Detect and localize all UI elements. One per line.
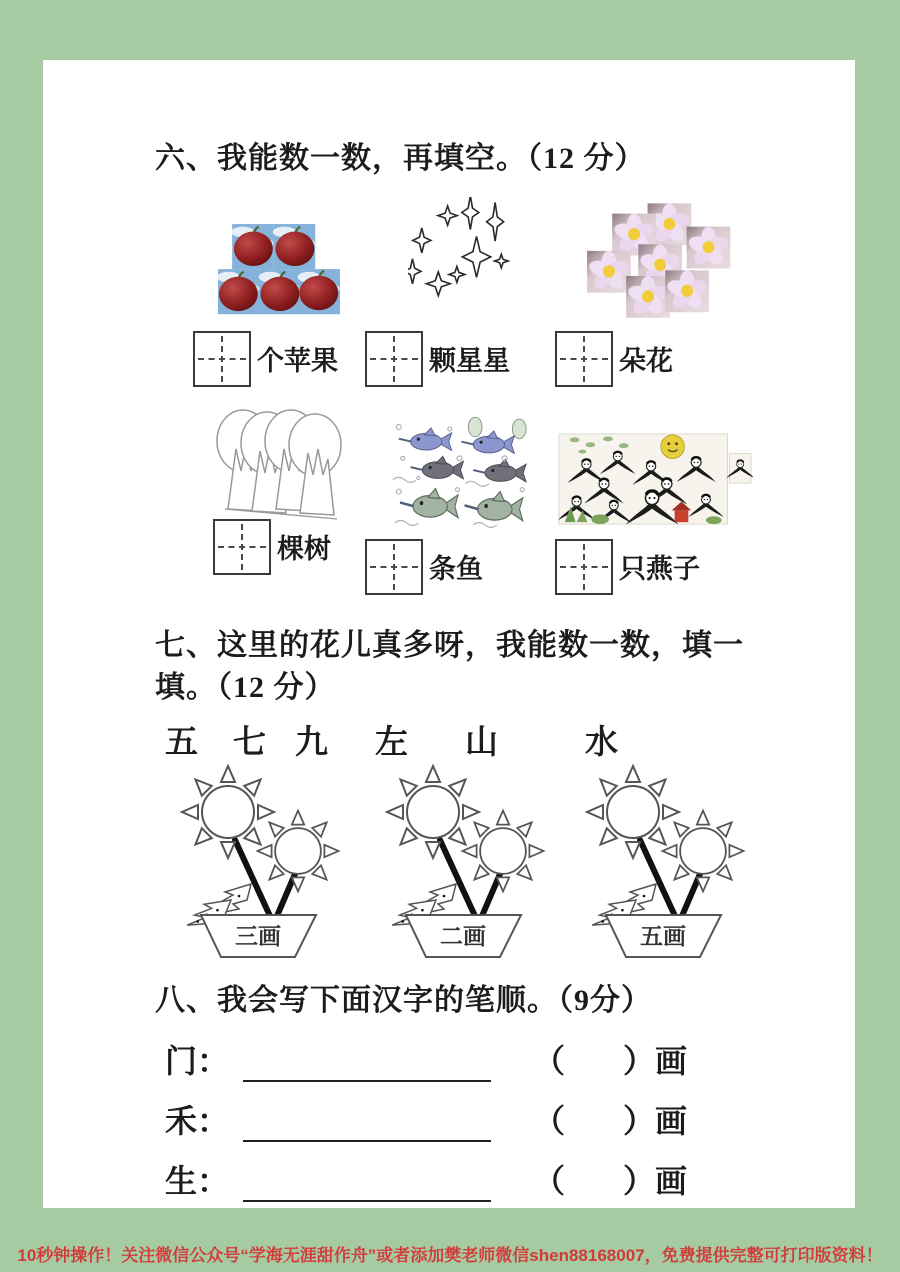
answer-line bbox=[365, 539, 483, 595]
answer-label: 朵花 bbox=[619, 346, 673, 377]
answer-label: 颗星星 bbox=[429, 346, 510, 377]
promo-footer-text: 10秒钟操作！关注微信公众号“学海无涯甜作舟”或者添加樊老师微信shen88168007，免费提供完整可打印版资料！ bbox=[17, 1246, 883, 1265]
basket-group-2 bbox=[387, 766, 543, 957]
answer-line bbox=[365, 331, 510, 387]
section8-title: 八、我会写下面汉字的笔顺。（9分） bbox=[155, 983, 652, 1017]
section7-title bbox=[155, 625, 795, 710]
basket-group-3 bbox=[587, 766, 743, 957]
flower-baskets-drawing bbox=[113, 764, 773, 962]
answer-box-fish[interactable] bbox=[365, 539, 423, 595]
fish-drawing-icon bbox=[389, 415, 531, 531]
answer-box-stars[interactable] bbox=[365, 331, 423, 387]
count-item-stars bbox=[365, 195, 555, 387]
apples-image bbox=[193, 195, 365, 323]
paren-open: （ bbox=[533, 1103, 566, 1140]
swallows-drawing-icon bbox=[557, 431, 753, 531]
answer-box-trees[interactable] bbox=[213, 519, 271, 575]
section7-character-row bbox=[43, 716, 855, 760]
answer-label: 棵树 bbox=[277, 534, 331, 565]
count-item-swallows bbox=[555, 409, 755, 595]
answer-line bbox=[555, 539, 700, 595]
worksheet-paper bbox=[43, 60, 855, 1208]
section6-grid bbox=[43, 195, 855, 595]
stroke-order-blank-line[interactable] bbox=[243, 1042, 491, 1082]
paren-open: （ bbox=[533, 1163, 566, 1200]
basket-label: 二画 bbox=[440, 923, 486, 949]
count-item-fish bbox=[365, 409, 555, 595]
flowers-image bbox=[555, 195, 755, 323]
character-zuo: 左 bbox=[375, 724, 408, 761]
stroke-order-row-sheng bbox=[165, 1156, 855, 1202]
answer-box-swallows[interactable] bbox=[555, 539, 613, 595]
answer-line bbox=[213, 519, 331, 575]
trees-image bbox=[193, 409, 365, 531]
apples-photo-icon bbox=[218, 217, 340, 323]
paren-close-unit: ）画 bbox=[623, 1103, 688, 1140]
count-item-apples bbox=[193, 195, 365, 387]
trees-drawing-icon bbox=[215, 409, 343, 531]
flowers-photo-icon bbox=[575, 201, 735, 323]
stars-drawing-icon bbox=[408, 197, 512, 323]
character-jiu: 九 bbox=[295, 724, 328, 761]
stroke-char: 生： bbox=[165, 1163, 230, 1200]
stroke-order-row-men bbox=[165, 1036, 855, 1082]
answer-line bbox=[555, 331, 673, 387]
stroke-char: 禾： bbox=[165, 1103, 230, 1140]
answer-label: 条鱼 bbox=[429, 554, 483, 585]
stroke-order-blank-line[interactable] bbox=[243, 1102, 491, 1142]
paren-open: （ bbox=[533, 1043, 566, 1080]
stroke-char: 门： bbox=[165, 1043, 230, 1080]
stroke-order-blank-line[interactable] bbox=[243, 1162, 491, 1202]
character-shui: 水 bbox=[585, 724, 618, 761]
answer-box-apples[interactable] bbox=[193, 331, 251, 387]
answer-box-flowers[interactable] bbox=[555, 331, 613, 387]
basket-label: 五画 bbox=[640, 923, 686, 949]
fish-image bbox=[365, 409, 555, 531]
section6-title: 六、我能数一数，再填空。（12 分） bbox=[155, 142, 646, 175]
basket-group-1 bbox=[182, 766, 338, 957]
section7-title-line2: 填。（12 分） bbox=[155, 671, 336, 705]
character-qi: 七 bbox=[233, 724, 266, 761]
section7-title-line1: 七、这里的花儿真多呀，我能数一数，填一 bbox=[155, 628, 744, 662]
stroke-order-row-he bbox=[165, 1096, 855, 1142]
paren-close-unit: ）画 bbox=[623, 1043, 688, 1080]
count-item-trees bbox=[193, 409, 365, 595]
count-item-flowers bbox=[555, 195, 755, 387]
answer-line bbox=[193, 331, 338, 387]
answer-label: 只燕子 bbox=[619, 554, 700, 585]
character-wu: 五 bbox=[165, 724, 198, 761]
basket-label: 三画 bbox=[235, 923, 281, 949]
character-shan: 山 bbox=[465, 724, 498, 761]
sun-face-icon bbox=[661, 435, 685, 459]
stars-image bbox=[365, 195, 555, 323]
answer-label: 个苹果 bbox=[257, 346, 338, 377]
swallows-image bbox=[555, 409, 755, 531]
paren-close-unit: ）画 bbox=[623, 1163, 688, 1200]
